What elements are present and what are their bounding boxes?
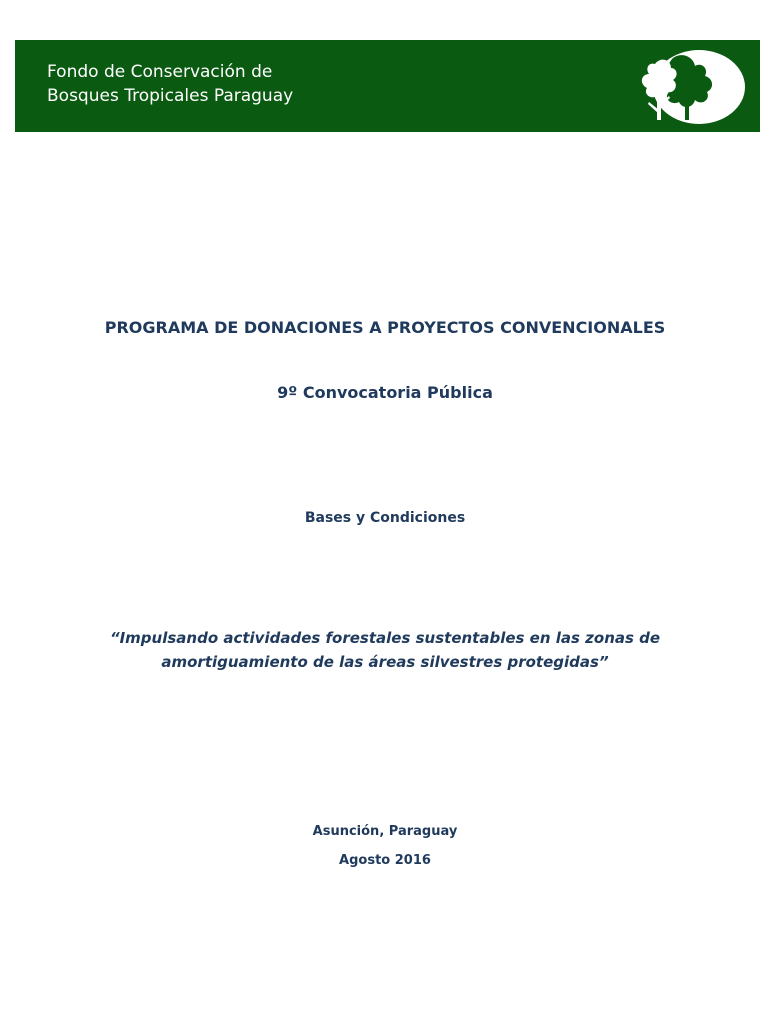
slogan: [0, 626, 770, 674]
place: Asunción, Paraguay: [312, 824, 458, 839]
program-title: PROGRAMA DE DONACIONES A PROYECTOS CONVENCIONALES: [104, 318, 666, 337]
slogan-line1: “Impulsando actividades forestales sustentables en las zonas de: [109, 629, 661, 647]
organization-name: [47, 60, 293, 108]
tree-logo-icon: [635, 46, 747, 128]
header-band: [15, 40, 760, 132]
call-title: 9º Convocatoria Pública: [277, 383, 493, 402]
bases-title: Bases y Condiciones: [304, 510, 466, 526]
date: Agosto 2016: [339, 853, 431, 868]
organization-name-line2: Bosques Tropicales Paraguay: [47, 86, 294, 106]
organization-name-line1: Fondo de Conservación de: [47, 62, 273, 82]
slogan-line2: amortiguamiento de las áreas silvestres protegidas”: [161, 653, 609, 671]
